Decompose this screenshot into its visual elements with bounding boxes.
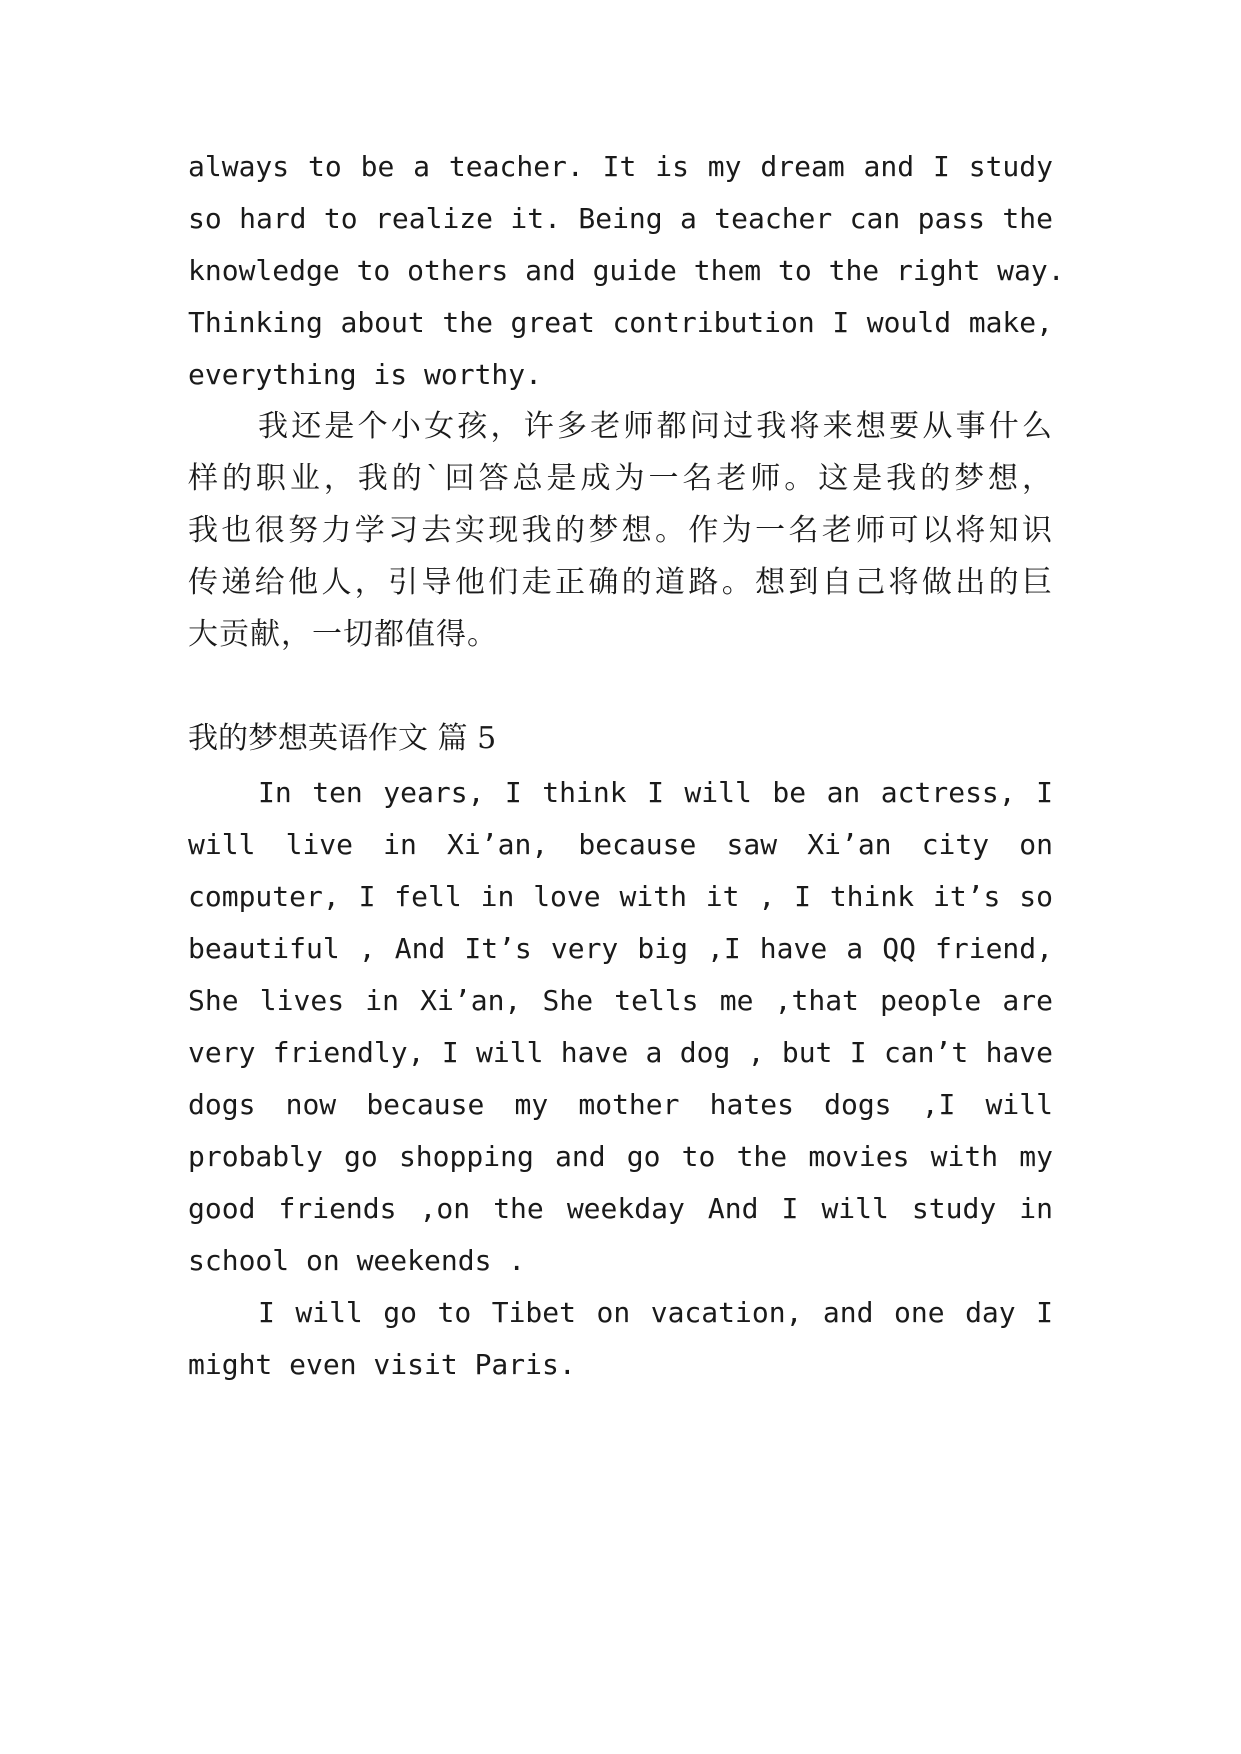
english-text-line: always to be a teacher. It is my dream and I study [188, 150, 1053, 183]
english-text-line: Thinking about the great contribution I would make, [188, 306, 1053, 339]
english-text-line: good friends ,on the weekday And I will study in [188, 1192, 1053, 1225]
chinese-text-line: 样的职业，我的`回答总是成为一名老师。这是我的梦想， [188, 461, 1053, 496]
english-text-line: computer, I fell in love with it , I think it’s so [188, 880, 1053, 913]
english-text-line: beautiful , And It’s very big ,I have a QQ friend, [188, 932, 1053, 965]
chinese-text-line: 我也很努力学习去实现我的梦想。作为一名老师可以将知识 [188, 513, 1053, 548]
chinese-text-line: 我还是个小女孩，许多老师都问过我将来想要从事什么 [258, 409, 1053, 444]
english-text-line: I will go to Tibet on vacation, and one day I [258, 1296, 1053, 1329]
english-text-line: very friendly, I will have a dog , but I can’t have [188, 1036, 1053, 1069]
english-text-line: In ten years, I think I will be an actress, I [258, 776, 1053, 809]
english-text-line: so hard to realize it. Being a teacher can pass the [188, 202, 1053, 235]
english-text-line: might even visit Paris. [188, 1348, 576, 1381]
english-text-line: everything is worthy. [188, 358, 543, 391]
english-text-line: dogs now because my mother hates dogs ,I will [188, 1088, 1053, 1121]
english-text-line: will live in Xi’an, because saw Xi’an city on [188, 828, 1053, 861]
chinese-text-line: 大贡献，一切都值得。 [188, 617, 498, 652]
english-text-line: school on weekends . [188, 1244, 526, 1277]
chinese-text-line: 传递给他人，引导他们走正确的道路。想到自己将做出的巨 [188, 565, 1053, 600]
english-text-line: She lives in Xi’an, She tells me ,that people are [188, 984, 1053, 1017]
english-text-line: probably go shopping and go to the movies with my [188, 1140, 1053, 1173]
section-heading: 我的梦想英语作文 篇 5 [188, 721, 497, 756]
english-text-line: knowledge to others and guide them to the right way. [188, 254, 1065, 287]
